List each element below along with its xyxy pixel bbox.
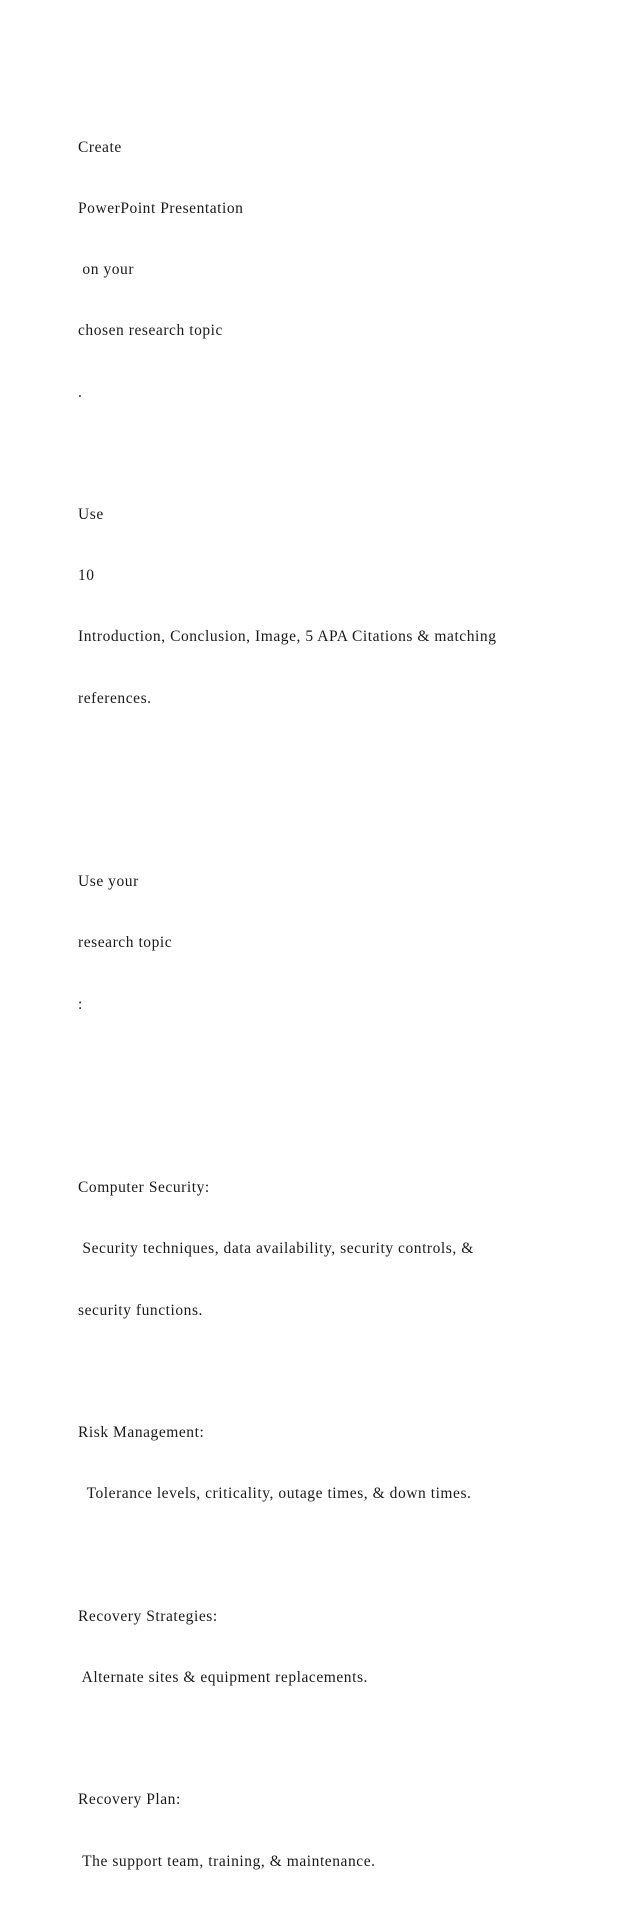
text-line: Risk Management: [78,1424,205,1442]
text-line: Use your [78,873,139,891]
text-line: The support team, training, & maintenance. [78,1852,376,1870]
text-line: Create [78,138,122,156]
blank-line [78,811,598,831]
text-line: 10 [78,567,95,585]
blank-line [78,1545,598,1565]
text-line: Recovery Plan: [78,1791,181,1809]
text-line: Security techniques, data availability, security controls, & [78,1240,474,1258]
text-line: PowerPoint Presentation [78,200,244,218]
blank-line [78,1362,598,1382]
blank-line [78,1729,598,1749]
text-line: Tolerance levels, criticality, outage times, & down times. [78,1485,472,1503]
text-line: : [78,995,83,1013]
document-body [78,97,598,1913]
blank-line [78,1056,598,1076]
text-line: research topic [78,934,173,952]
text-line: references. [78,689,152,707]
text-line: security functions. [78,1301,203,1319]
text-line: Recovery Strategies: [78,1607,218,1625]
text-line: chosen research topic [78,322,223,340]
text-line: on your [78,261,135,279]
text-line: Alternate sites & equipment replacements. [78,1668,368,1686]
text-line: . [78,383,83,401]
blank-line [78,1117,598,1137]
text-line: Computer Security: [78,1179,210,1197]
text-line: Introduction, Conclusion, Image, 5 APA Citations & matching [78,628,497,646]
blank-line [78,444,598,464]
blank-line [78,750,598,770]
text-line: Use [78,506,104,524]
